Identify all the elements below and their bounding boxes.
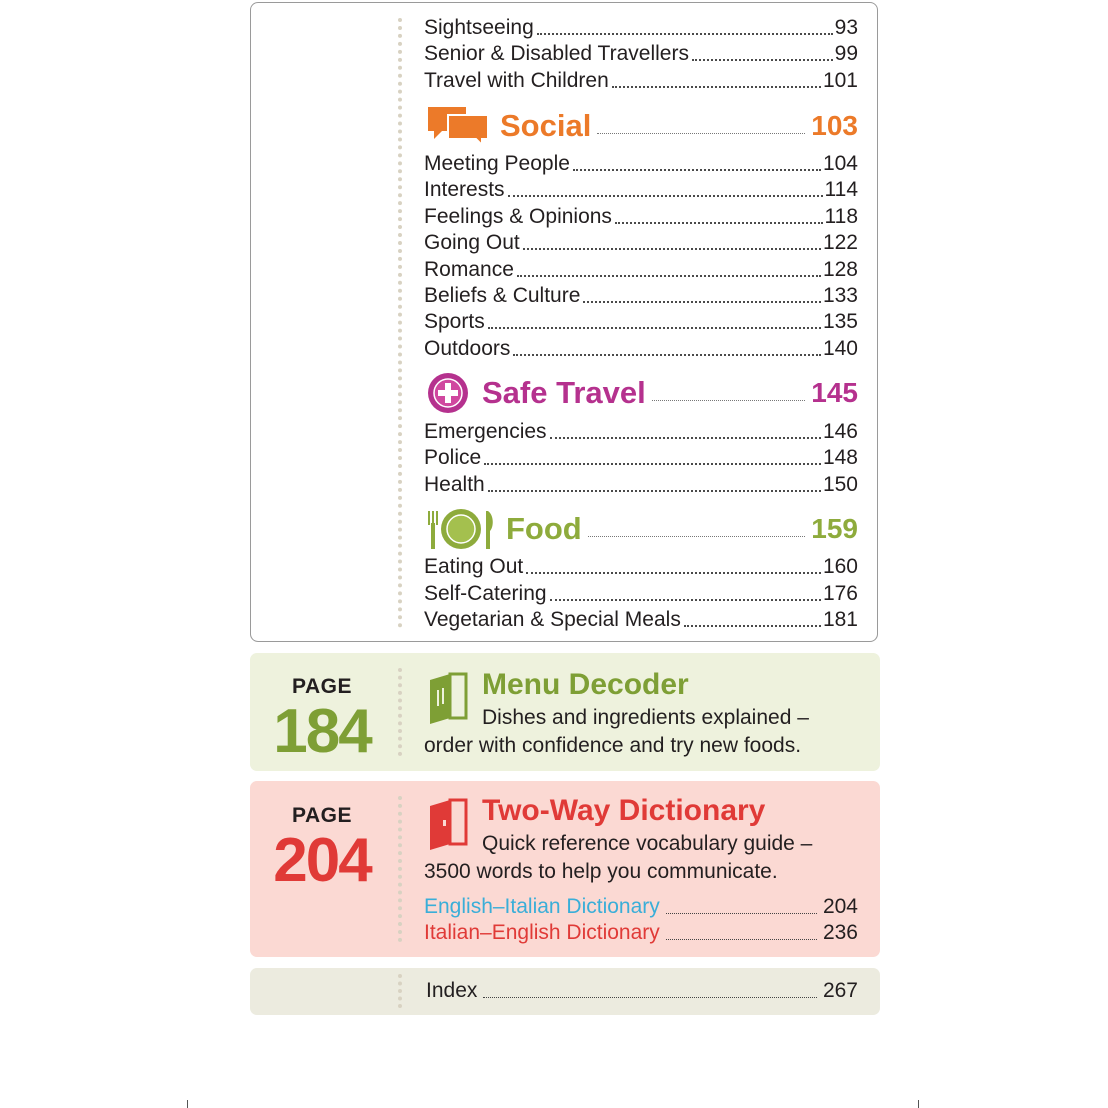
toc-divider — [398, 18, 402, 628]
section-title: Social — [500, 108, 592, 143]
toc-entry-label: Feelings & Opinions — [424, 205, 612, 228]
dot-leader — [526, 572, 821, 574]
page-label: PAGE — [292, 804, 352, 827]
dot-leader — [523, 248, 821, 250]
section-heading-safe-travel[interactable] — [426, 371, 858, 415]
index-label: Index — [426, 979, 478, 1002]
toc-entry-label: Outdoors — [424, 337, 511, 360]
dict-entry-english-italian[interactable] — [424, 893, 858, 919]
dot-leader — [652, 400, 806, 401]
toc-entry-label: Eating Out — [424, 555, 524, 578]
toc-entry-label: Emergencies — [424, 420, 547, 443]
section-page: 103 — [811, 110, 858, 141]
dict-entry-page: 236 — [822, 921, 858, 944]
dot-leader — [615, 222, 823, 224]
dot-leader — [517, 275, 821, 277]
menu-book-icon — [428, 672, 468, 724]
section-heading-social[interactable] — [426, 104, 858, 148]
section-page: 145 — [811, 377, 858, 408]
panel-divider — [398, 974, 402, 1008]
dictionary-desc-line1: Quick reference vocabulary guide – — [482, 832, 813, 855]
crop-mark-right — [918, 1100, 919, 1108]
page-number: 184 — [273, 697, 371, 766]
toc-entry-going-out[interactable] — [424, 229, 858, 255]
toc-entry-page: 150 — [822, 473, 858, 496]
toc-entry-page: 122 — [822, 231, 858, 254]
toc-entry-label: Meeting People — [424, 152, 570, 175]
dot-leader — [550, 599, 821, 601]
dot-leader — [484, 463, 821, 465]
toc-entry-senior-disabled[interactable] — [424, 40, 858, 66]
dict-entry-italian-english[interactable] — [424, 919, 858, 945]
toc-entry-emergencies[interactable] — [424, 418, 858, 444]
toc-entry-label: Self-Catering — [424, 582, 547, 605]
toc-entry-page: 160 — [822, 555, 858, 578]
section-page: 159 — [811, 513, 858, 544]
toc-entry-travel-children[interactable] — [424, 67, 858, 93]
dot-leader — [488, 490, 821, 492]
crop-mark-left — [187, 1100, 188, 1108]
toc-entry-outdoors[interactable] — [424, 335, 858, 361]
toc-entry-beliefs-culture[interactable] — [424, 282, 858, 308]
toc-entry-sports[interactable] — [424, 308, 858, 334]
toc-entry-page: 148 — [822, 446, 858, 469]
toc-entry-page: 176 — [822, 582, 858, 605]
dot-leader — [588, 536, 806, 537]
toc-entry-label: Travel with Children — [424, 69, 609, 92]
toc-entry-label: Health — [424, 473, 485, 496]
dict-entry-label: English–Italian Dictionary — [424, 895, 660, 918]
panel-divider — [398, 668, 402, 756]
toc-entry-page: 114 — [824, 178, 858, 201]
toc-entry-vegetarian-special[interactable] — [424, 606, 858, 632]
dot-leader — [508, 195, 823, 197]
dot-leader — [583, 301, 821, 303]
toc-entry-eating-out[interactable] — [424, 553, 858, 579]
dot-leader — [597, 133, 805, 134]
dot-leader — [573, 169, 821, 171]
dict-entry-label: Italian–English Dictionary — [424, 921, 660, 944]
toc-entry-health[interactable] — [424, 471, 858, 497]
open-book-icon — [428, 798, 468, 850]
dot-leader — [537, 33, 833, 35]
toc-entry-label: Beliefs & Culture — [424, 284, 581, 307]
page-label: PAGE — [292, 675, 352, 698]
panel-divider — [398, 796, 402, 942]
toc-entry-interests[interactable] — [424, 176, 858, 202]
toc-entry-page: 140 — [822, 337, 858, 360]
toc-entry-page: 146 — [822, 420, 858, 443]
toc-entry-page: 135 — [822, 310, 858, 333]
dot-leader — [513, 354, 821, 356]
toc-entry-label: Senior & Disabled Travellers — [424, 42, 689, 65]
menu-decoder-desc-line1: Dishes and ingredients explained – — [482, 706, 809, 729]
toc-entry-page: 128 — [822, 258, 858, 281]
plate-cutlery-icon — [426, 507, 496, 551]
toc-entry-label: Police — [424, 446, 482, 469]
dot-leader — [666, 913, 817, 914]
toc-entry-police[interactable] — [424, 444, 858, 470]
first-aid-cross-icon — [426, 371, 470, 415]
menu-decoder-title: Menu Decoder — [482, 668, 689, 701]
speech-bubbles-icon — [426, 105, 490, 147]
toc-entry-page: 104 — [822, 152, 858, 175]
toc-entry-self-catering[interactable] — [424, 580, 858, 606]
menu-decoder-desc-line2: order with confidence and try new foods. — [424, 734, 802, 757]
dot-leader — [488, 327, 821, 329]
section-heading-food[interactable] — [426, 507, 858, 551]
dict-entry-page: 204 — [822, 895, 858, 918]
dot-leader — [550, 437, 821, 439]
toc-entry-page: 99 — [834, 42, 858, 65]
dictionary-title: Two-Way Dictionary — [482, 794, 766, 827]
index-entry[interactable] — [426, 977, 858, 1003]
toc-entry-page: 101 — [822, 69, 858, 92]
dot-leader — [684, 625, 821, 627]
dot-leader — [612, 86, 821, 88]
page-number: 204 — [273, 826, 371, 895]
dot-leader — [692, 59, 833, 61]
toc-entry-page: 133 — [822, 284, 858, 307]
toc-entry-label: Going Out — [424, 231, 520, 254]
index-page: 267 — [822, 979, 858, 1002]
toc-entry-label: Romance — [424, 258, 514, 281]
toc-entry-page: 118 — [824, 205, 858, 228]
toc-entry-label: Interests — [424, 178, 505, 201]
toc-entry-page: 181 — [822, 608, 858, 631]
toc-entry-feelings-opinions[interactable] — [424, 203, 858, 229]
dot-leader — [483, 997, 817, 998]
toc-entry-sightseeing[interactable] — [424, 14, 858, 40]
toc-entry-page: 93 — [834, 16, 858, 39]
dot-leader — [666, 939, 817, 940]
toc-entry-label: Sightseeing — [424, 16, 534, 39]
toc-entry-label: Vegetarian & Special Meals — [424, 608, 681, 631]
toc-entry-meeting-people[interactable] — [424, 150, 858, 176]
toc-entry-label: Sports — [424, 310, 485, 333]
section-title: Safe Travel — [482, 375, 646, 410]
dictionary-desc-line2: 3500 words to help you communicate. — [424, 860, 778, 883]
toc-entry-romance[interactable] — [424, 256, 858, 282]
section-title: Food — [506, 511, 582, 546]
